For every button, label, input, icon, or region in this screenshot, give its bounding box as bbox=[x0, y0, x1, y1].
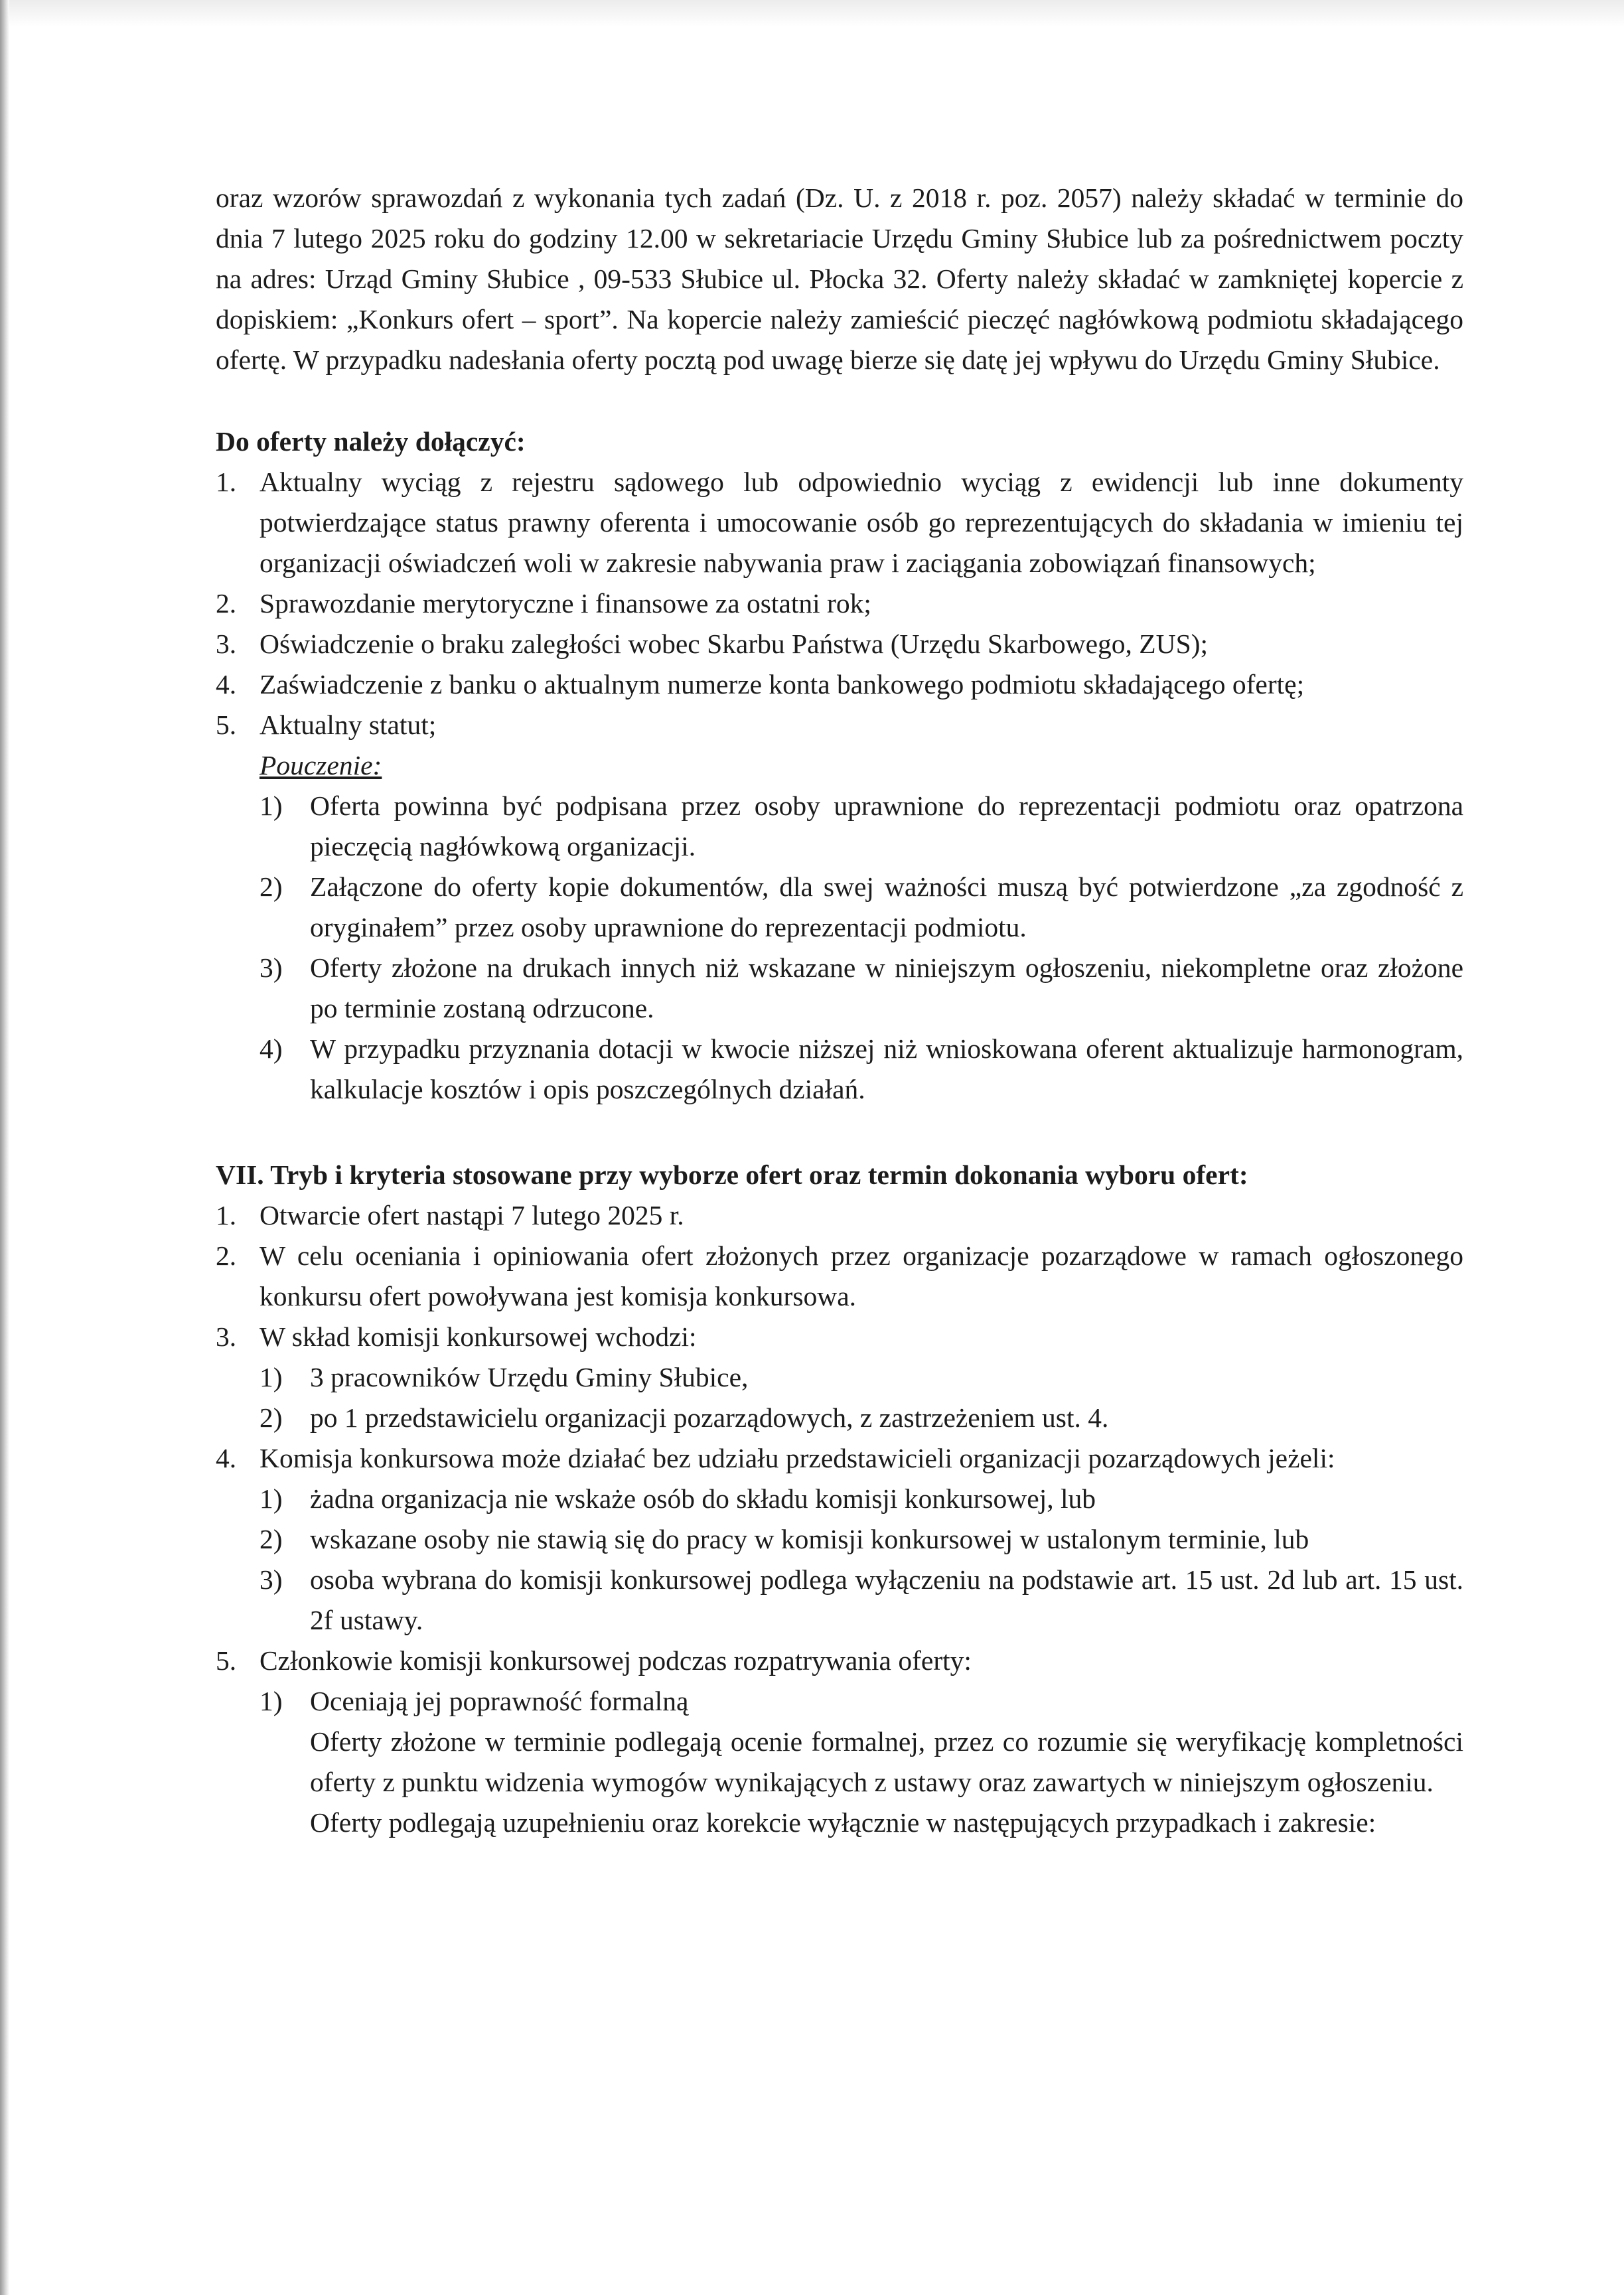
item-text: Zaświadczenie z banku o aktualnym numerze konta bankowego podmiotu składającego ofertę; bbox=[259, 669, 1305, 700]
sub-item bbox=[259, 1681, 1463, 1722]
item-text: Członkowie komisji konkursowej podczas rozpatrywania oferty: bbox=[259, 1645, 972, 1676]
item-text: po 1 przedstawicielu organizacji pozarządowych, z zastrzeżeniem ust. 4. bbox=[310, 1402, 1109, 1433]
list-item bbox=[216, 462, 1463, 583]
item-number: 1) bbox=[259, 1483, 283, 1514]
item-text: Aktualny statut; bbox=[259, 709, 437, 740]
note-item bbox=[259, 786, 1463, 867]
item-text: Oferta powinna być podpisana przez osoby uprawnione do reprezentacji podmiotu oraz opatrzona pieczęcią nagłówkową organizacji. bbox=[310, 790, 1463, 861]
item-number: 5. bbox=[216, 709, 237, 740]
item-text: Komisja konkursowa może działać bez udziału przedstawicieli organizacji pozarządowych jeżeli: bbox=[259, 1443, 1335, 1473]
item-text: wskazane osoby nie stawią się do pracy w komisji konkursowej w ustalonym terminie, lub bbox=[310, 1524, 1309, 1554]
item-text: W celu oceniania i opiniowania ofert złożonych przez organizacje pozarządowe w ramach ogłoszonego konkursu ofert powoływana jest komisja konkursowa. bbox=[259, 1240, 1463, 1311]
sub-item bbox=[259, 1519, 1463, 1560]
item-text: 3 pracowników Urzędu Gminy Słubice, bbox=[310, 1362, 749, 1392]
list-item bbox=[216, 1641, 1463, 1681]
sub-item bbox=[259, 1398, 1463, 1438]
item-number: 2) bbox=[259, 1402, 283, 1433]
item-text: Sprawozdanie merytoryczne i finansowe za ostatni rok; bbox=[259, 588, 871, 619]
list-item bbox=[216, 1317, 1463, 1357]
note-item bbox=[259, 948, 1463, 1029]
note-item bbox=[259, 1029, 1463, 1110]
item-number: 2) bbox=[259, 871, 283, 902]
sub-item bbox=[259, 1357, 1463, 1398]
note-item bbox=[259, 867, 1463, 948]
item-number: 1) bbox=[259, 790, 283, 821]
list-item bbox=[216, 624, 1463, 664]
item-text: Oświadczenie o braku zaległości wobec Skarbu Państwa (Urzędu Skarbowego, ZUS); bbox=[259, 629, 1209, 659]
spacer bbox=[216, 1110, 1463, 1155]
intro-paragraph: oraz wzorów sprawozdań z wykonania tych zadań (Dz. U. z 2018 r. poz. 2057) należy składać w terminie do dnia 7 lutego 2025 roku do godziny 12.00 w sekretariacie Urzędu Gminy Słubice lub za pośrednictwem poczty na adres: Urząd Gminy Słubice , 09-533 Słubice ul. Płocka 32. Oferty należy składać w zamkniętej kopercie z dopiskiem: „Konkurs ofert – sport”. Na kopercie należy zamieścić pieczęć nagłówkową podmiotu składającego ofertę. W przypadku nadesłania oferty pocztą pod uwagę bierze się datę jej wpływu do Urzędu Gminy Słubice. bbox=[216, 183, 1463, 375]
item-text: W skład komisji konkursowej wchodzi: bbox=[259, 1321, 697, 1352]
document-body bbox=[216, 178, 1463, 1843]
item-number: 1) bbox=[259, 1686, 283, 1716]
item-text: żadna organizacja nie wskaże osób do składu komisji konkursowej, lub bbox=[310, 1483, 1096, 1514]
item-number: 2) bbox=[259, 1524, 283, 1554]
note-label: Pouczenie: bbox=[259, 750, 382, 780]
item-number: 3) bbox=[259, 1564, 283, 1595]
item-number: 3) bbox=[259, 952, 283, 983]
item-text: osoba wybrana do komisji konkursowej podlega wyłączeniu na podstawie art. 15 ust. 2d lub art. 15 ust. 2f ustawy. bbox=[310, 1564, 1463, 1635]
attachments-heading: Do oferty należy dołączyć: bbox=[216, 426, 526, 457]
item-number: 3. bbox=[216, 1321, 237, 1352]
scan-top-shadow bbox=[9, 0, 1624, 27]
item-number: 2. bbox=[216, 588, 237, 619]
item-text: Oceniają jej poprawność formalną bbox=[310, 1686, 689, 1716]
item-number: 4) bbox=[259, 1033, 283, 1064]
list-item bbox=[216, 705, 1463, 745]
sub-item bbox=[259, 1479, 1463, 1519]
item-text: Otwarcie ofert nastąpi 7 lutego 2025 r. bbox=[259, 1200, 684, 1230]
list-item bbox=[216, 583, 1463, 624]
item-number: 1. bbox=[216, 467, 237, 497]
item-number: 2. bbox=[216, 1240, 237, 1271]
list-item bbox=[216, 1438, 1463, 1479]
list-item bbox=[216, 1236, 1463, 1317]
correction-paragraph: Oferty podlegają uzupełnieniu oraz korekcie wyłącznie w następujących przypadkach i zakresie: bbox=[310, 1807, 1376, 1838]
spacer bbox=[216, 380, 1463, 421]
attachments-list bbox=[216, 462, 1463, 745]
sub-item bbox=[259, 1560, 1463, 1641]
item-text: W przypadku przyznania dotacji w kwocie niższej niż wnioskowana oferent aktualizuje harmonogram, kalkulacje kosztów i opis poszczególnych działań. bbox=[310, 1033, 1463, 1104]
list-item bbox=[216, 1195, 1463, 1236]
item-text: Oferty złożone na drukach innych niż wskazane w niniejszym ogłoszeniu, niekompletne oraz złożone po terminie zostaną odrzucone. bbox=[310, 952, 1463, 1023]
item-number: 1. bbox=[216, 1200, 237, 1230]
item-number: 5. bbox=[216, 1645, 237, 1676]
item-text: Załączone do oferty kopie dokumentów, dla swej ważności muszą być potwierdzone „za zgodność z oryginałem” przez osoby uprawnione do reprezentacji podmiotu. bbox=[310, 871, 1463, 942]
scan-edge-shadow bbox=[0, 0, 9, 2295]
section-7-heading: VII. Tryb i kryteria stosowane przy wyborze ofert oraz termin dokonania wyboru ofert: bbox=[216, 1159, 1248, 1190]
item-number: 4. bbox=[216, 669, 237, 700]
item-text: Aktualny wyciąg z rejestru sądowego lub odpowiednio wyciąg z ewidencji lub inne dokumenty potwierdzające status prawny oferenta i umocowanie osób go reprezentujących do składania w imieniu tej organizacji oświadczeń woli w zakresie nabywania praw i zaciągania zobowiązań finansowych; bbox=[259, 467, 1463, 578]
list-item bbox=[216, 664, 1463, 705]
item-number: 3. bbox=[216, 629, 237, 659]
notes-list bbox=[216, 786, 1463, 1110]
item-number: 4. bbox=[216, 1443, 237, 1473]
item-number: 1) bbox=[259, 1362, 283, 1392]
formal-check-paragraph: Oferty złożone w terminie podlegają ocenie formalnej, przez co rozumie się weryfikację kompletności oferty z punktu widzenia wymogów wynikających z ustawy oraz zawartych w niniejszym ogłoszeniu. bbox=[310, 1726, 1463, 1797]
